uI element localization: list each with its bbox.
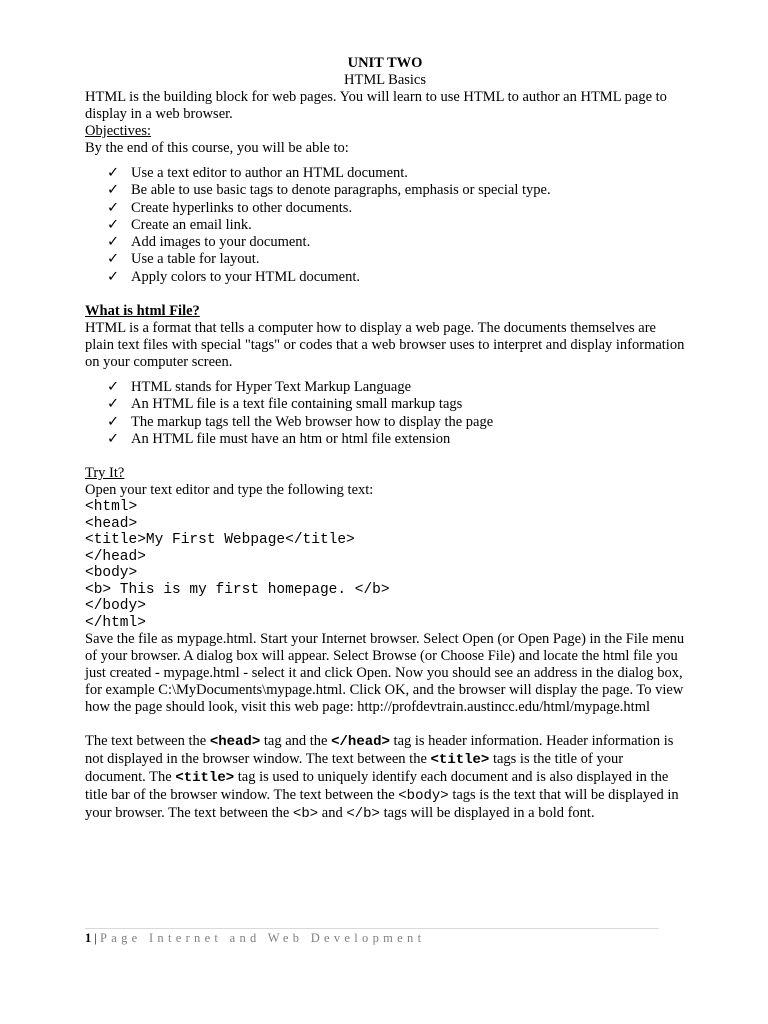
code-line: <head>	[85, 515, 138, 532]
head-close-tag: </head>	[331, 734, 390, 751]
footer-text: Page Internet and Web Development	[100, 931, 426, 945]
check-icon: ✓	[107, 251, 120, 268]
check-icon: ✓	[107, 182, 120, 199]
list-item: ✓ HTML stands for Hyper Text Markup Language	[107, 379, 412, 396]
list-item: ✓ Create hyperlinks to other documents.	[107, 199, 353, 216]
list-item: ✓ Use a text editor to author an HTML document.	[107, 165, 408, 181]
list-item: ✓ An HTML file is a text file containing small markup tags	[107, 396, 463, 413]
code-line: <html>	[85, 499, 138, 516]
list-item: ✓ Apply colors to your HTML document.	[107, 268, 361, 285]
check-icon: ✓	[107, 413, 120, 430]
page-number: 1	[85, 931, 92, 945]
check-icon: ✓	[107, 234, 120, 251]
document-page	[85, 55, 685, 823]
code-line: </head>	[85, 548, 146, 565]
code-line: <body>	[85, 565, 138, 582]
objectives-lead: By the end of this course, you will be able to:	[85, 140, 349, 156]
subtitle: HTML Basics	[343, 72, 427, 88]
check-icon: ✓	[107, 165, 120, 181]
check-icon: ✓	[107, 268, 120, 285]
instructions-paragraph: Save the file as mypage.html. Start your Internet browser. Select Open (or Open Page) in the File menu of your browser. A dialog box will appear. Select Browse (or Choose File) and locate the html file you just created - mypage.html - select it and click Open. Now you should see an address in the dialog box, for example C:\MyDocuments\mypage.html. Click OK, and the browser will display the page. To view how the page should look, visit this web page: http://profdevtrain.austincc.edu/html/mypage.html	[85, 631, 685, 716]
check-icon: ✓	[107, 379, 120, 396]
page-footer	[85, 928, 659, 946]
body-tag: <body>	[398, 788, 449, 805]
try-it-heading: Try It?	[85, 465, 125, 482]
objectives-heading: Objectives:	[85, 123, 152, 139]
code-line: </html>	[85, 614, 146, 631]
explanation-paragraph: The text between the <head> tag and the </head> tag is header information. Header information is not displayed in the browser window. The text between the <title> tags is the title of your document. The <title> tag is used to uniquely identify each document and is also displayed in the title bar of the browser window. The text between the <body> tags is the text that will be displayed in your browser. The text between the <b> and </b> tags will be displayed in a bold font.	[85, 733, 679, 823]
code-line: <b> This is my first homepage. </b>	[85, 581, 390, 598]
what-is-list	[85, 379, 685, 448]
title-tag: <title>	[430, 752, 490, 769]
intro-paragraph: HTML is the building block for web pages. You will learn to use HTML to author an HTML page to display in a web browser.	[85, 89, 667, 122]
b-close-tag: </b>	[346, 806, 380, 823]
code-line: </body>	[85, 598, 146, 615]
what-is-body: HTML is a format that tells a computer how to display a web page. The documents themselves are plain text files with special "tags" or codes that a web browser uses to interpret and display information on your computer screen.	[85, 320, 685, 371]
list-item: ✓ The markup tags tell the Web browser how to display the page	[107, 413, 494, 430]
try-it-lead: Open your text editor and type the following text:	[85, 482, 374, 499]
unit-title: UNIT TWO	[347, 55, 423, 71]
title-tag: <title>	[175, 770, 235, 787]
objectives-list	[85, 165, 685, 286]
b-tag: <b>	[292, 806, 319, 823]
check-icon: ✓	[107, 430, 120, 447]
head-tag: <head>	[209, 734, 261, 751]
check-icon: ✓	[107, 396, 120, 413]
list-item: ✓ Add images to your document.	[107, 234, 311, 251]
list-item: ✓ Be able to use basic tags to denote paragraphs, emphasis or special type.	[107, 182, 551, 199]
what-is-heading: What is html File?	[85, 303, 200, 320]
check-icon: ✓	[107, 216, 120, 233]
code-line: <title>My First Webpage</title>	[85, 532, 355, 549]
list-item: ✓ Use a table for layout.	[107, 251, 260, 268]
list-item: ✓ An HTML file must have an htm or html file extension	[107, 430, 451, 447]
footer-separator: |	[91, 931, 101, 945]
list-item: ✓ Create an email link.	[107, 216, 252, 233]
check-icon: ✓	[107, 199, 120, 216]
